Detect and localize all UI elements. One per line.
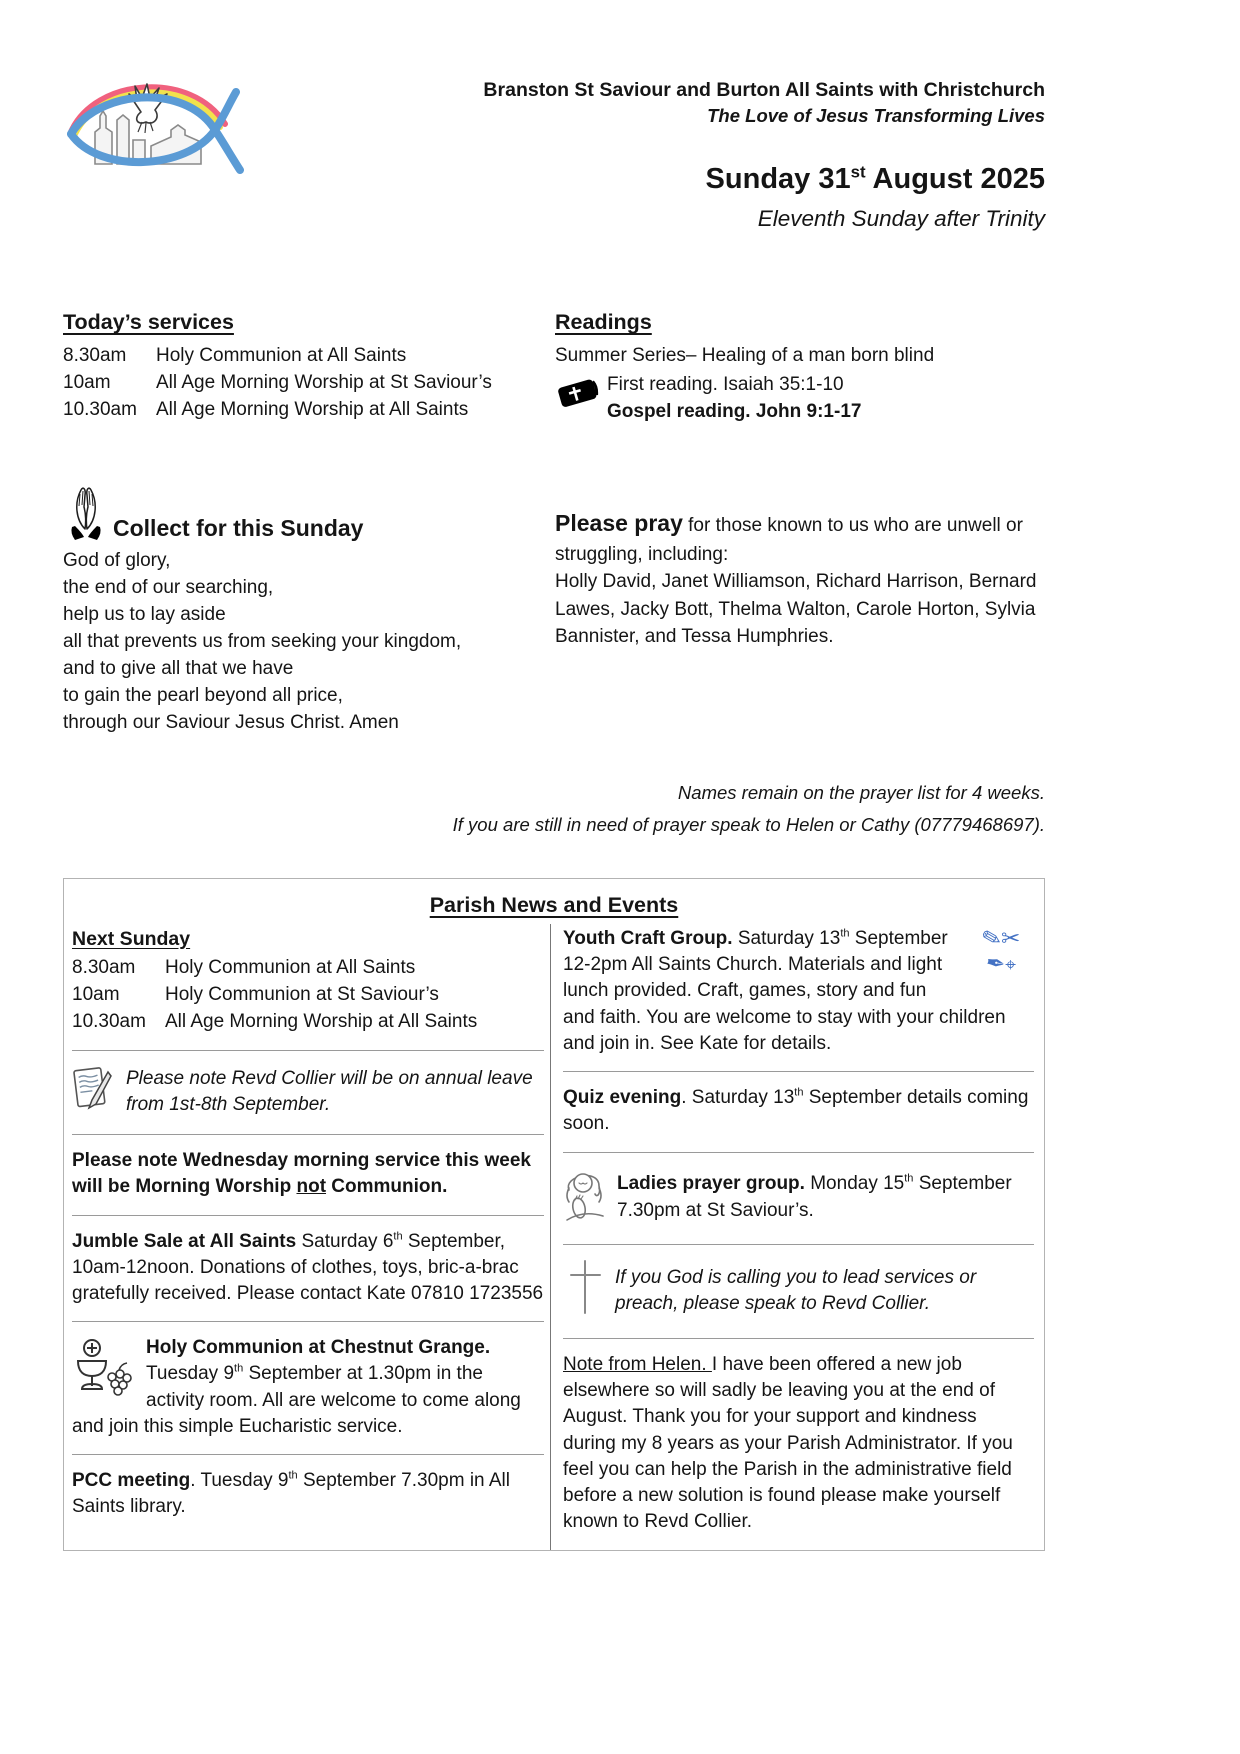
chestnut-post: September at 1.30pm in the activity room. All are welcome to come along and join this simple Eucharistic service. [72, 1363, 521, 1437]
chalice-grapes-icon [72, 1337, 138, 1407]
service-row [63, 343, 555, 370]
service-time: 8.30am [72, 956, 136, 978]
collect-heading: Collect for this Sunday [113, 515, 364, 542]
parish-news-title: Parish News and Events [429, 893, 679, 918]
fish-rainbow-dove-logo-icon [63, 70, 245, 188]
please-pray [555, 485, 1045, 737]
pen-icon: ✎ [978, 922, 1005, 954]
church-name: Branston St Saviour and Burton All Saints with Christchurch [483, 79, 1045, 101]
scissors-icon: ✂ [1001, 925, 1021, 952]
todays-services [63, 310, 555, 425]
chestnut-title: Holy Communion at Chestnut Grange. [146, 1337, 491, 1359]
pcc-title: PCC meeting [72, 1470, 191, 1492]
memo-pencil-icon [72, 1064, 126, 1120]
service-time: 10.30am [72, 1010, 146, 1032]
readings [555, 310, 1045, 425]
ladies-text [617, 1171, 1034, 1223]
praying-hands-icon [63, 485, 113, 546]
service-desc: All Age Morning Worship at All Saints [165, 1010, 478, 1032]
pcc-pre: . Tuesday 9 [190, 1470, 289, 1492]
service-row [72, 982, 544, 1009]
content [63, 0, 1045, 1551]
service-row [63, 370, 555, 397]
date-post: August 2025 [865, 163, 1045, 196]
youth-pre: Saturday 13 [732, 928, 841, 950]
parish-columns [64, 924, 1044, 1550]
readings-lines [607, 372, 861, 425]
collect-line: to gain the pearl beyond all price, [63, 685, 343, 707]
date-ordinal: st [850, 162, 866, 182]
service-time: 8.30am [63, 345, 127, 367]
calling-text: If you God is calling you to lead services or preach, please speak to Revd Collier. [615, 1266, 977, 1314]
wednesday-not: not [296, 1176, 327, 1198]
jumble-pre: Saturday 6 [296, 1230, 394, 1252]
collect-line: all that prevents us from seeking your kingdom, [63, 631, 462, 653]
readings-detail [555, 372, 1045, 425]
ladies-title: Ladies prayer group. [617, 1173, 805, 1195]
helen-lead: Note from Helen. [563, 1354, 712, 1376]
wednesday-service-item [72, 1134, 544, 1214]
chestnut-grange-item [72, 1321, 544, 1454]
pray-names: Holly David, Janet Williamson, Richard Harrison, Bernard Lawes, Jacky Bott, Thelma Walton, Carole Horton, Sylvia Bannister, and Tessa Humphries. [555, 571, 1037, 648]
header-text [268, 70, 1045, 232]
quiz-post: September details coming soon. [563, 1087, 1029, 1135]
note-from-helen-item [563, 1338, 1034, 1550]
pray-body: for those known to us who are unwell or struggling, including: [555, 515, 1023, 565]
jumble-title: Jumble Sale at All Saints [72, 1230, 297, 1252]
service-date [268, 163, 1045, 196]
youth-craft-item [563, 924, 1034, 1071]
quiz-ordinal: th [794, 1086, 804, 1099]
header [63, 0, 1045, 232]
chestnut-pre: Tuesday 9 [146, 1363, 235, 1385]
revd-leave-text: Please note Revd Collier will be on annual leave from 1st-8th September. [126, 1067, 533, 1115]
todays-services-heading: Today’s services [63, 310, 234, 335]
pcc-ordinal: th [288, 1469, 298, 1482]
service-row [72, 1009, 544, 1036]
prayer-note-line: Names remain on the prayer list for 4 weeks. [677, 782, 1045, 804]
pcc-post: September 7.30pm in All Saints library. [72, 1470, 510, 1518]
jumble-post: September, 10am-12noon. Donations of clothes, toys, bric-a-brac gratefully received. Please contact Kate 07810 1723556 [72, 1230, 544, 1304]
date-pre: Sunday 31 [705, 163, 851, 196]
service-row [72, 955, 544, 982]
readings-summary: Summer Series– Healing of a man born blind [555, 345, 935, 367]
next-sunday-heading: Next Sunday [72, 928, 191, 951]
collect [63, 485, 555, 737]
parish-news-box [63, 878, 1045, 1551]
parish-right-column [551, 924, 1044, 1550]
craft-tools-icons [968, 922, 1034, 978]
collect-line: the end of our searching, [63, 577, 274, 599]
ladies-post: September 7.30pm at St Saviour’s. [617, 1173, 1012, 1221]
brush-icon: ✒ [983, 948, 1008, 978]
parish-left-column [64, 924, 550, 1550]
church-tagline: The Love of Jesus Transforming Lives [707, 105, 1045, 127]
collect-line: God of glory, [63, 550, 171, 572]
quiz-pre: . Saturday 13 [681, 1087, 795, 1109]
next-sunday-item [72, 924, 544, 1050]
church-logo [63, 70, 268, 193]
ladies-ordinal: th [904, 1173, 914, 1186]
wednesday-pre: Please note Wednesday morning service this week will be Morning Worship [72, 1150, 531, 1198]
pcc-meeting-item [72, 1454, 544, 1534]
collect-line: and to give all that we have [63, 658, 294, 680]
bible-icon [555, 372, 607, 413]
youth-ordinal: th [840, 927, 850, 940]
prayer-note-line: If you are still in need of prayer speak to Helen or Cathy (07779468697). [452, 813, 1045, 835]
youth-title: Youth Craft Group. [563, 928, 733, 950]
pray-paragraph [555, 485, 1045, 568]
service-time: 10.30am [63, 399, 137, 421]
service-desc: Holy Communion at All Saints [165, 956, 416, 978]
service-desc: Holy Communion at St Saviour’s [165, 983, 439, 1005]
chestnut-ordinal: th [234, 1363, 244, 1376]
collect-line: through our Saviour Jesus Christ. Amen [63, 712, 399, 734]
pray-lead: Please pray [555, 510, 683, 537]
prayer-list-note [63, 777, 1045, 840]
wednesday-post: Communion. [326, 1176, 448, 1198]
service-time: 10am [72, 983, 120, 1005]
ladies-prayer-item [563, 1152, 1034, 1244]
praying-woman-icon [559, 1166, 617, 1230]
ladies-pre: Monday 15 [804, 1173, 905, 1195]
revd-leave-item [72, 1050, 544, 1134]
service-desc: All Age Morning Worship at All Saints [156, 399, 469, 421]
gospel-reading: Gospel reading. John 9:1-17 [607, 400, 862, 422]
glue-icon: ⌖ [1005, 954, 1016, 976]
first-reading: First reading. Isaiah 35:1-10 [607, 374, 844, 396]
calling-note-item [563, 1244, 1034, 1338]
helen-body: I have been offered a new job elsewhere so will sadly be leaving you at the end of August. Thank you for your support and kindness during my 8 years as your Parish Administrator. If you feel you can help the Parish in the administrative field before a new solution is found please make yourself known to Revd Collier. [563, 1354, 1013, 1533]
collect-heading-row [63, 485, 555, 542]
service-desc: All Age Morning Worship at St Saviour’s [156, 372, 492, 394]
readings-heading: Readings [555, 310, 652, 335]
service-desc: Holy Communion at All Saints [156, 345, 407, 367]
service-row [63, 397, 555, 424]
services-readings-row [63, 310, 1045, 425]
jumble-sale-item [72, 1215, 544, 1322]
jumble-ordinal: th [393, 1230, 403, 1243]
collect-line: help us to lay aside [63, 604, 226, 626]
quiz-evening-item [563, 1071, 1034, 1151]
quiz-title: Quiz evening [563, 1087, 682, 1109]
collect-pray-row [63, 485, 1045, 737]
service-time: 10am [63, 372, 111, 394]
youth-post: September 12-2pm All Saints Church. Materials and light lunch provided. Craft, games, story and fun and faith. You are welcome to stay with your children and join in. See Kate for details. [563, 928, 1006, 1054]
liturgical-day: Eleventh Sunday after Trinity [757, 206, 1045, 232]
cross-icon [563, 1258, 615, 1324]
